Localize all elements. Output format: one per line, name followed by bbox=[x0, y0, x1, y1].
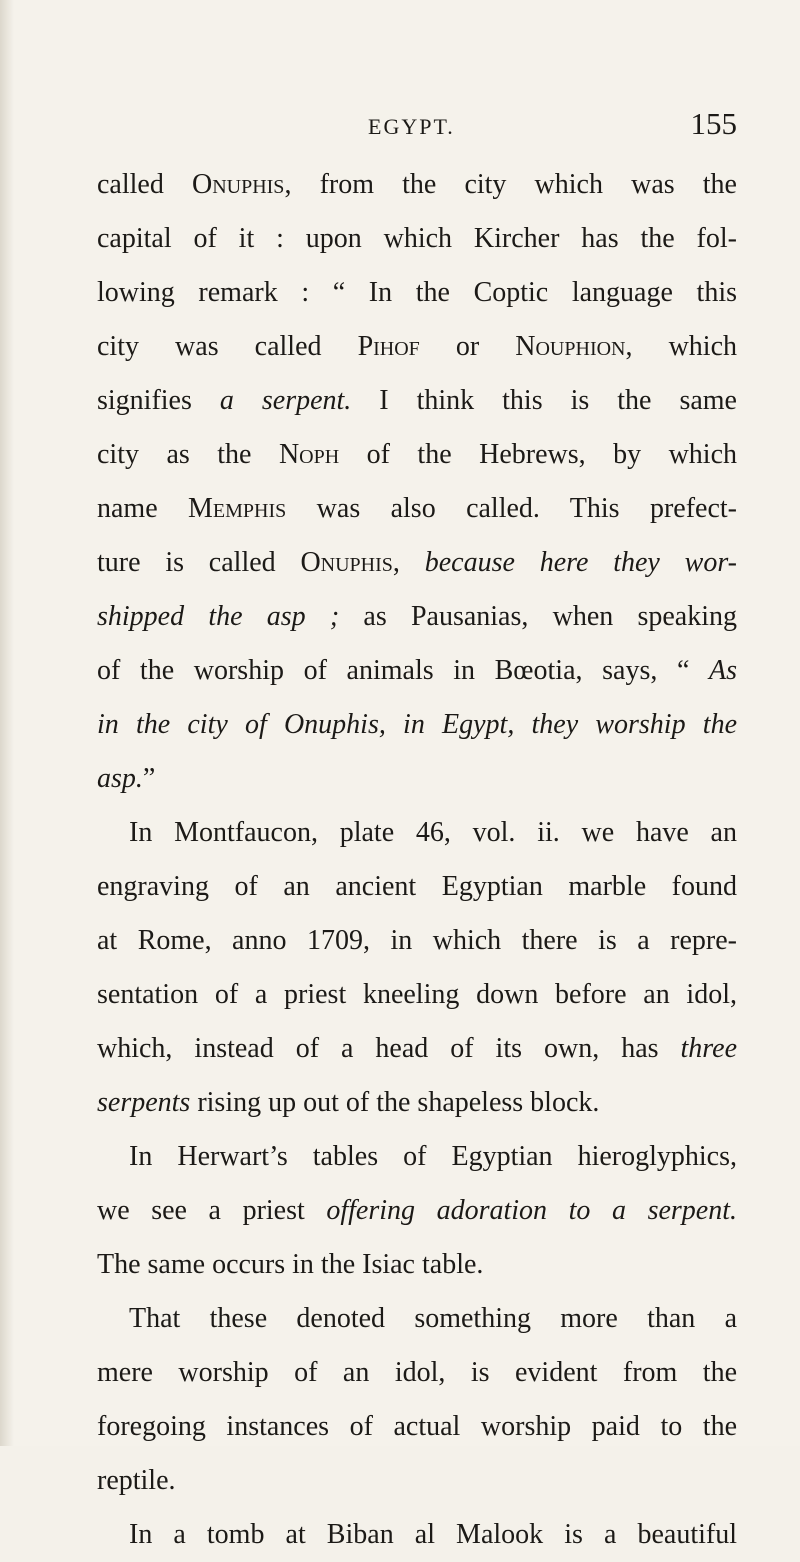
text-line bbox=[97, 212, 737, 266]
text-line bbox=[97, 482, 737, 536]
text-segment: at Rome, anno 1709, in which there is a repre- bbox=[97, 925, 737, 956]
text-segment: , bbox=[392, 547, 425, 578]
page-number: 155 bbox=[690, 106, 737, 141]
small-caps-text: Onuphis bbox=[191, 169, 285, 200]
page-gutter-shadow bbox=[0, 0, 14, 1446]
text-line bbox=[97, 1130, 737, 1184]
text-line bbox=[97, 806, 737, 860]
text-line bbox=[97, 914, 737, 968]
text-line bbox=[97, 158, 737, 212]
text-line bbox=[97, 968, 737, 1022]
text-line bbox=[97, 374, 737, 428]
text-line bbox=[97, 320, 737, 374]
text-segment: engraving of an ancient Egyptian marble found bbox=[97, 871, 737, 902]
text-segment: That these denoted something more than a bbox=[129, 1303, 737, 1334]
text-segment: city was called bbox=[97, 331, 358, 362]
text-line bbox=[97, 644, 737, 698]
text-segment: ” bbox=[142, 763, 156, 794]
text-segment: we see a priest bbox=[97, 1195, 327, 1226]
text-segment: The same occurs in the Isiac table. bbox=[97, 1249, 484, 1280]
text-segment: called bbox=[97, 169, 192, 200]
text-line bbox=[97, 1184, 737, 1238]
text-segment: , which bbox=[625, 331, 737, 362]
text-segment: rising up out of the shapeless block. bbox=[190, 1087, 600, 1118]
text-segment: lowing remark : “ In the Coptic language this bbox=[97, 277, 737, 308]
text-line bbox=[97, 536, 737, 590]
text-segment: , from the city which was the bbox=[284, 169, 737, 200]
text-segment: capital of it : upon which Kircher has the fol- bbox=[97, 223, 737, 254]
text-line bbox=[97, 590, 737, 644]
italic-text: asp. bbox=[97, 763, 143, 794]
text-line bbox=[97, 1292, 737, 1346]
text-line bbox=[97, 1238, 737, 1292]
text-segment: of the Hebrews, by which bbox=[339, 439, 737, 470]
text-segment: which, instead of a head of its own, has bbox=[97, 1033, 681, 1064]
text-segment: city as the bbox=[97, 439, 279, 470]
text-segment: In Herwart’s tables of Egyptian hieroglyphics, bbox=[129, 1141, 737, 1172]
italic-text: As bbox=[709, 655, 737, 686]
italic-text: serpents bbox=[97, 1087, 191, 1118]
text-segment: or bbox=[419, 331, 516, 362]
italic-text: three bbox=[680, 1033, 737, 1064]
small-caps-text: Nouphion bbox=[515, 331, 626, 362]
text-segment: In Montfaucon, plate 46, vol. ii. we have an bbox=[129, 817, 737, 848]
text-line bbox=[97, 860, 737, 914]
text-segment: In a tomb at Biban al Malook is a beautiful bbox=[129, 1519, 737, 1550]
text-line bbox=[97, 1076, 737, 1130]
italic-text: offering adoration to a serpent. bbox=[326, 1195, 737, 1226]
text-line bbox=[97, 1454, 737, 1508]
small-caps-text: Onuphis bbox=[300, 547, 393, 578]
text-line bbox=[97, 1508, 737, 1562]
small-caps-text: Noph bbox=[278, 439, 340, 470]
small-caps-text: Pihof bbox=[357, 331, 420, 362]
italic-text: a serpent. bbox=[219, 385, 352, 416]
running-head: EGYPT. bbox=[368, 114, 455, 139]
text-segment: sentation of a priest kneeling down before an idol, bbox=[97, 979, 737, 1010]
italic-text: because here they wor- bbox=[424, 547, 737, 578]
small-caps-text: Memphis bbox=[188, 493, 287, 524]
text-segment: name bbox=[97, 493, 189, 524]
italic-text: in the city of Onuphis, in Egypt, they worship the bbox=[97, 709, 737, 740]
text-line bbox=[97, 1346, 737, 1400]
page-header bbox=[0, 106, 800, 146]
text-segment: of the worship of animals in Bœotia, says, “ bbox=[97, 655, 709, 686]
text-segment: I think this is the same bbox=[351, 385, 737, 416]
text-segment: ture is called bbox=[97, 547, 301, 578]
text-line bbox=[97, 752, 737, 806]
text-segment: mere worship of an idol, is evident from the bbox=[97, 1357, 737, 1388]
text-line bbox=[97, 698, 737, 752]
text-line bbox=[97, 266, 737, 320]
text-segment: foregoing instances of actual worship paid to the bbox=[97, 1411, 737, 1442]
text-segment: was also called. This prefect- bbox=[286, 493, 737, 524]
body-text bbox=[97, 158, 737, 1562]
italic-text: shipped the asp ; bbox=[97, 601, 340, 632]
text-line bbox=[97, 1022, 737, 1076]
text-segment: as Pausanias, when speaking bbox=[339, 601, 737, 632]
text-segment: signifies bbox=[97, 385, 220, 416]
text-line bbox=[97, 428, 737, 482]
text-segment: reptile. bbox=[97, 1465, 176, 1496]
